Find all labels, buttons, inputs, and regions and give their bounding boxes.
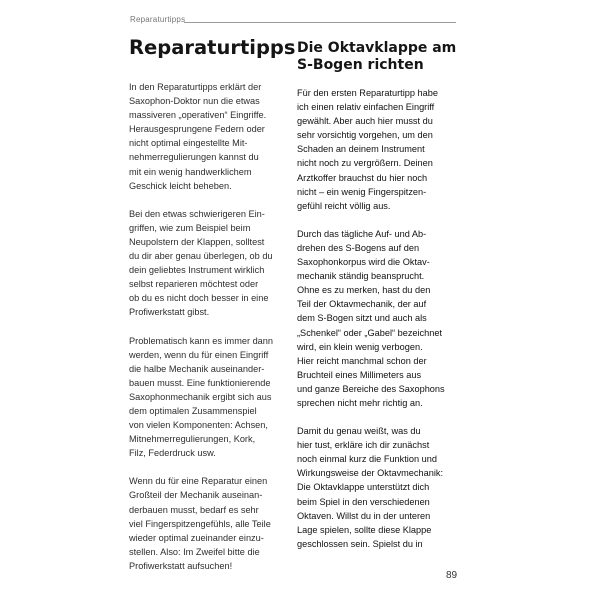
text-line: Oktaven. Willst du in der unteren	[297, 510, 431, 521]
text-line: nicht optimal eingestellte Mit-	[129, 138, 248, 149]
text-line: Wirkungsweise der Oktavmechanik:	[297, 468, 444, 479]
text-line: Teil der Oktavmechanik, der auf	[297, 299, 427, 310]
text-line: sehr vorsichtig vorgehen, um den	[297, 130, 433, 141]
text-line: gefühl reicht völlig aus.	[297, 200, 391, 211]
text-line: derbauen musst, bedarf es sehr	[129, 504, 259, 515]
text-line: Damit du genau weißt, was du	[297, 426, 421, 437]
text-line: drehen des S-Bogens auf den	[297, 242, 420, 253]
text-line: und ganze Bereiche des Saxophons	[297, 383, 445, 394]
paragraph	[297, 424, 460, 551]
text-line: geschlossen sein. Spielst du in	[297, 538, 423, 549]
text-line: Ohne es zu merken, hast du den	[297, 285, 431, 296]
text-line: In den Reparaturtipps erklärt der	[129, 82, 262, 92]
text-line: nicht noch zu vergrößern. Deinen	[297, 158, 433, 169]
text-line: hier tust, erkläre ich dir zunächst	[297, 440, 430, 451]
text-line: Herausgesprungene Federn oder	[129, 124, 265, 135]
text-line: dein geliebtes Instrument wirklich	[129, 265, 265, 276]
text-line: Neupolstern der Klappen, solltest	[129, 236, 265, 247]
running-header: Reparaturtipps	[130, 15, 186, 24]
text-line: Für den ersten Reparaturtipp habe	[297, 88, 438, 98]
title-line: Die Oktavklappe am	[297, 40, 457, 56]
text-line: Geschick leicht beheben.	[129, 180, 232, 191]
text-line: viel Fingerspitzengefühls, alle Teile	[129, 518, 271, 529]
text-line: ob du es nicht doch besser in eine	[129, 293, 269, 304]
paragraph	[129, 474, 277, 573]
text-line: Großteil der Mechanik auseinan-	[129, 490, 263, 501]
text-line: gewählt. Aber auch hier musst du	[297, 116, 433, 127]
text-line: Saxophonkorpus wird die Oktav-	[297, 257, 430, 268]
left-column	[129, 36, 296, 587]
text-line: werden, wenn du für einen Eingriff	[129, 349, 269, 360]
text-line: Arztkoffer brauchst du hier noch	[297, 172, 428, 183]
text-line: Bruchteil eines Millimeters aus	[297, 369, 422, 380]
text-line: Durch das tägliche Auf- und Ab-	[297, 228, 427, 239]
text-line: wieder optimal zueinander einzu-	[129, 532, 264, 543]
text-line: Profiwerkstatt aufsuchen!	[129, 560, 233, 571]
text-line: die halbe Mechanik auseinander-	[129, 363, 265, 374]
text-line: griffen, wie zum Beispiel beim	[129, 222, 251, 233]
text-line: Saxophon-Doktor nun die etwas	[129, 96, 260, 107]
paragraph	[297, 86, 460, 213]
title-line: S-Bogen richten	[297, 57, 424, 73]
text-line: Lage spielen, sollte diese Klappe	[297, 524, 432, 535]
text-line: du dir aber genau überlegen, ob du	[129, 251, 273, 262]
paragraph	[129, 80, 277, 193]
text-line: dem optimalen Zusammenspiel	[129, 405, 257, 416]
text-line: Schaden an deinem Instrument	[297, 144, 425, 155]
left-column-title: Reparaturtipps	[129, 36, 296, 59]
text-line: bauen musst. Eine funktionierende	[129, 377, 271, 388]
text-line: nicht – ein wenig Fingerspitzen-	[297, 186, 427, 197]
text-line: Hier reicht manchmal schon der	[297, 355, 427, 366]
paragraph	[129, 334, 277, 461]
text-line: wird, ein klein wenig verbogen.	[297, 341, 423, 352]
right-column	[297, 36, 460, 565]
text-line: stellen. Also: Im Zweifel bitte die	[129, 546, 260, 557]
text-line: nehmerregulierungen kannst du	[129, 152, 259, 163]
text-line: selbst reparieren möchtest oder	[129, 279, 259, 290]
text-line: massiveren „operativen“ Eingriffe.	[129, 110, 267, 121]
text-line: Problematisch kann es immer dann	[129, 335, 274, 346]
text-line: von vielen Komponenten: Achsen,	[129, 420, 268, 431]
text-line: noch einmal kurz die Funktion und	[297, 454, 437, 465]
paragraph	[297, 227, 460, 410]
text-line: Die Oktavklappe unterstützt dich	[297, 482, 430, 493]
text-line: dem S-Bogen sitzt und auch als	[297, 313, 427, 324]
text-line: Bei den etwas schwierigeren Ein-	[129, 208, 265, 219]
text-line: Saxophonmechanik ergibt sich aus	[129, 391, 272, 402]
text-line: sprechen nicht mehr richtig an.	[297, 397, 423, 408]
text-line: mechanik ständig beansprucht.	[297, 271, 425, 282]
right-column-title	[297, 40, 460, 74]
text-line: „Schenkel“ oder „Gabel“ bezeichnet	[297, 327, 443, 338]
text-line: beim Spiel in den verschiedenen	[297, 496, 430, 507]
header-rule	[184, 22, 456, 23]
text-line: mit ein wenig handwerklichem	[129, 166, 252, 177]
paragraph	[129, 207, 277, 320]
text-line: Filz, Federdruck usw.	[129, 448, 216, 459]
text-line: Wenn du für eine Reparatur einen	[129, 476, 268, 487]
text-line: ich einen relativ einfachen Eingriff	[297, 102, 435, 113]
text-line: Mitnehmerregulierungen, Kork,	[129, 434, 256, 445]
text-line: Profiwerkstatt gibst.	[129, 307, 210, 318]
page-number: 89	[446, 570, 458, 581]
